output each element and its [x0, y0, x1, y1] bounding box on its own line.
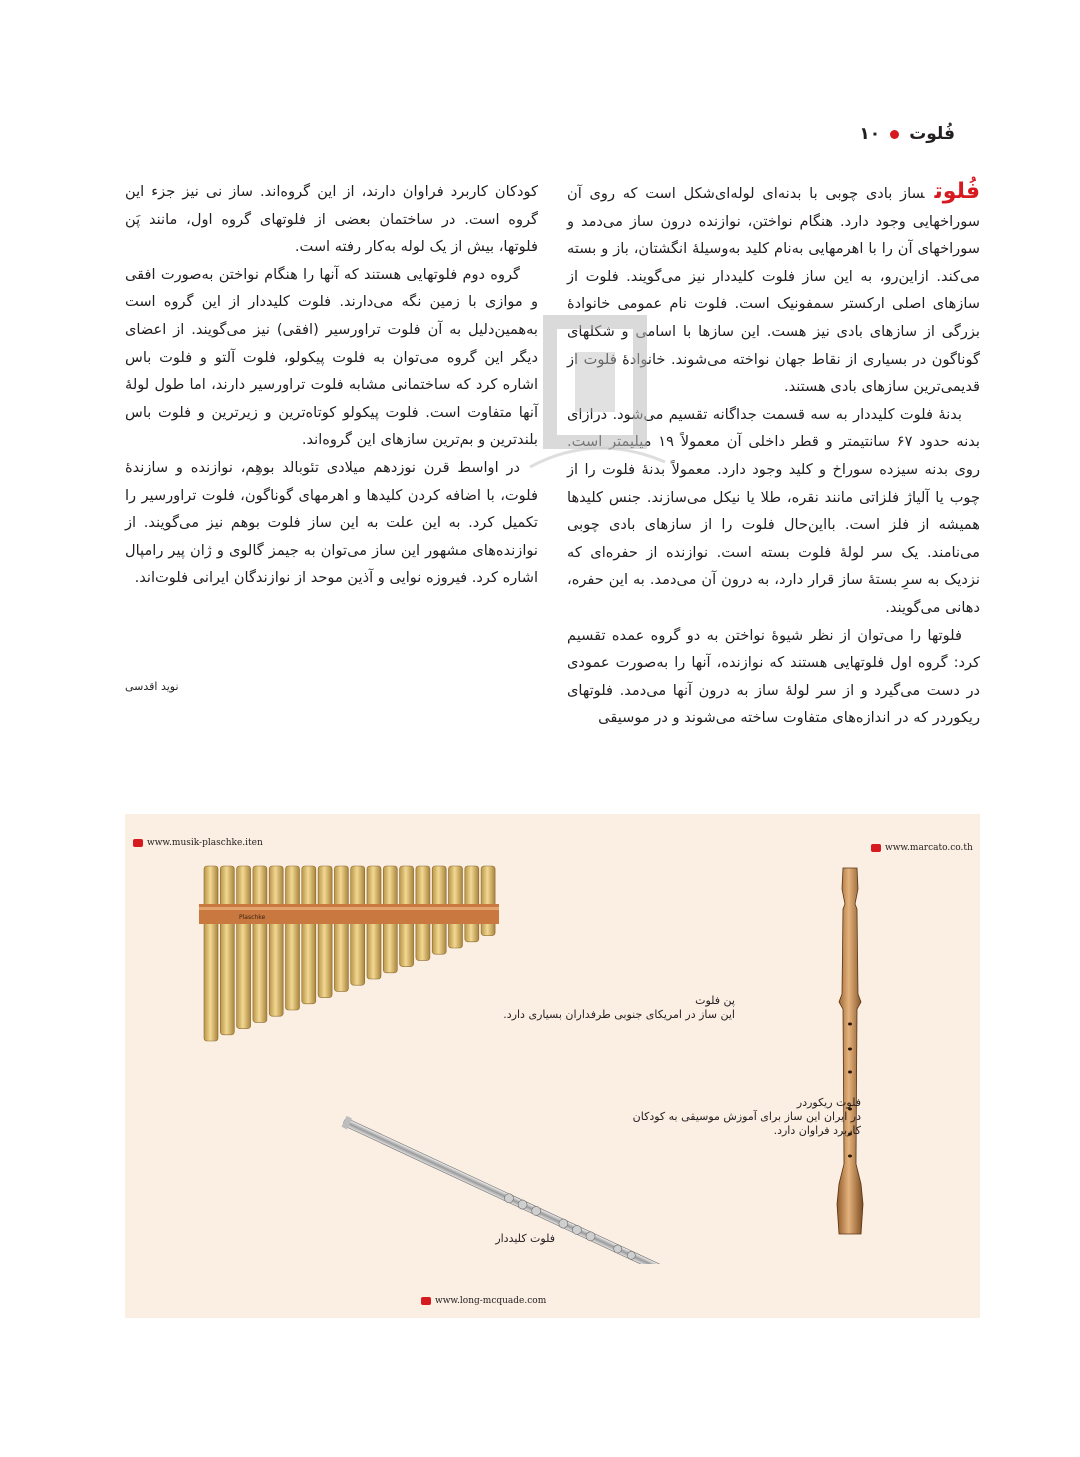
- caption-title: پن فلوت: [695, 994, 735, 1007]
- pan-flute-caption: [425, 994, 735, 1022]
- pan-flute-pipe: [318, 866, 332, 998]
- header-dot-icon: [890, 130, 899, 139]
- image-credit-recorder: [871, 843, 973, 853]
- pan-flute-pipe: [351, 866, 365, 985]
- concert-flute-caption: [465, 1232, 555, 1246]
- credit-text: www.marcato.co.th: [885, 843, 973, 853]
- article-heading: فُلوت: [934, 179, 980, 204]
- credit-badge-icon: [421, 1297, 431, 1305]
- paragraph: [567, 178, 980, 401]
- image-credit-flute: [421, 1296, 546, 1306]
- running-header: [859, 124, 955, 144]
- pan-flute-pipe: [237, 866, 251, 1029]
- credit-text: www.long-mcquade.com: [435, 1296, 547, 1306]
- caption-title: فلوت ریکوردر: [796, 1096, 861, 1109]
- pan-flute-pipe: [465, 866, 479, 942]
- instrument-figure: [125, 814, 980, 1318]
- pan-flute-pipe: [302, 866, 316, 1004]
- pan-flute-pipe: [220, 866, 234, 1035]
- caption-desc: این ساز در امریکای جنوبی طرفداران بسیاری دارد.: [503, 1008, 735, 1021]
- pan-flute-pipe: [334, 866, 348, 991]
- paragraph: گروه دوم فلوتهایی هستند که آنها را هنگام نواختن به‌صورت افقی و موازی با زمین نگه می‌دارند. فلوت کلیددار از این گروه است به‌همین‌دلیل به آن فلوت تراورسیر (افقی) نیز می‌گویند. از اعضای دیگر این گروه می‌توان به فلوت پیکولو، فلوت آلتو و فلوت باس اشاره کرد که ساختمانی مشابه فلوت تراورسیر دارند، اما طول لولهٔ آنها متفاوت است. فلوت پیکولو کوتاه‌ترین و زیرترین و فلوت باس بلندترین و بم‌ترین سازهای این گروه‌اند.: [125, 265, 538, 449]
- text-column-right: [567, 178, 980, 732]
- page-number: ۱۰: [859, 124, 881, 144]
- pan-flute-pipe: [286, 866, 300, 1010]
- pan-flute-pipe: [204, 866, 218, 1041]
- recorder-image: [825, 864, 875, 1254]
- credit-badge-icon: [133, 839, 143, 847]
- credit-badge-icon: [871, 844, 881, 852]
- header-title: فُلوت: [909, 124, 955, 144]
- pan-flute-pipe: [481, 866, 495, 936]
- caption-desc: در ایران این ساز برای آموزش موسیقی به کودکان کاربرد فراوان دارد.: [632, 1110, 861, 1137]
- paragraph: در اواسط قرن نوزدهم میلادی تئوبالد بوهِم، نوازنده و سازندهٔ فلوت، با اضافه کردن کلیدها و اهرمهای گوناگون، فلوت تراورسیر را تکمیل کرد. به این علت به این ساز فلوت بوهم نیز می‌گویند. از نوازنده‌های مشهور این ساز می‌توان به جیمز گالوی و ژان پیر رامپال اشاره کرد. فیروزه نوایی و آذین موحد از نوازندگان ایرانی فلوت‌اند.: [125, 458, 538, 587]
- paragraph: بدنهٔ فلوت کلیددار به سه قسمت جداگانه تقسیم می‌شود. درازای بدنه حدود ۶۷ سانتیمتر و قطر داخلی آن معمولاً ۱۹ میلیمتر است. روی بدنه سیزده سوراخ و کلید وجود دارد. معمولاً بدنهٔ فلوت را از چوب یا آلیاژ فلزاتی مانند نقره، طلا یا نیکل می‌سازند. جنس کلیدها همیشه از فلز است. بااین‌حال فلوت را از سازهای بادی چوبی می‌نامند. یک سر لولهٔ فلوت بسته است. نوازنده از حفره‌ای که نزدیک به سرِ بستهٔ ساز قرار دارد، به درون آن می‌دمد. به این حفره، دهانی می‌گویند.: [567, 405, 980, 616]
- author-name: نوید اقدسی: [125, 680, 179, 693]
- pan-flute-pipe: [269, 866, 283, 1016]
- pan-flute-brand: Plaschke: [239, 914, 266, 921]
- paragraph: کودکان کاربرد فراوان دارند، از این گروه‌اند. ساز نی نیز جزء این گروه است. در ساختمان بعضی از فلوتهای گروه اول، مانند پَن فلوتها، بیش از یک لوله به‌کار رفته است.: [125, 183, 538, 256]
- text-column-left: [125, 178, 538, 592]
- pan-flute-pipe: [253, 866, 267, 1022]
- paragraph-text: ساز بادی چوبی با بدنه‌ای لوله‌ای‌شکل است که روی آن سوراخهایی وجود دارد. هنگام نواختن، نوازنده درون ساز می‌دمد و سوراخهای آن را با اهرمهایی به‌نام کلید به‌وسیلهٔ انگشتان، باز و بسته می‌کند. ازاین‌رو، به این ساز فلوت کلیددار نیز می‌گویند. فلوت از سازهای اصلی ارکستر سمفونیک است. فلوت نام عمومی خانوادهٔ بزرگی از سازهای بادی نیز هست. این سازها با اسامی و شکلهای گوناگون در بسیاری از نقاط جهان نواخته می‌شوند. خانوادهٔ فلوت از قدیمی‌ترین سازهای بادی هستند.: [567, 185, 980, 396]
- caption-title: فلوت کلیددار: [495, 1232, 555, 1245]
- paragraph: فلوتها را می‌توان از نظر شیوهٔ نواختن به دو گروه عمده تقسیم کرد: گروه اول فلوتهایی هستند که نوازنده، آنها را به‌صورت عمودی در دست می‌گیرد و از سر لولهٔ ساز به درون آنها می‌دمد. فلوتهای ریکوردر که در اندازه‌های متفاوت ساخته می‌شوند و در موسیقی: [567, 626, 980, 727]
- image-credit-panflute: [133, 838, 263, 848]
- credit-text: www.musik-plaschke.iten: [147, 838, 263, 848]
